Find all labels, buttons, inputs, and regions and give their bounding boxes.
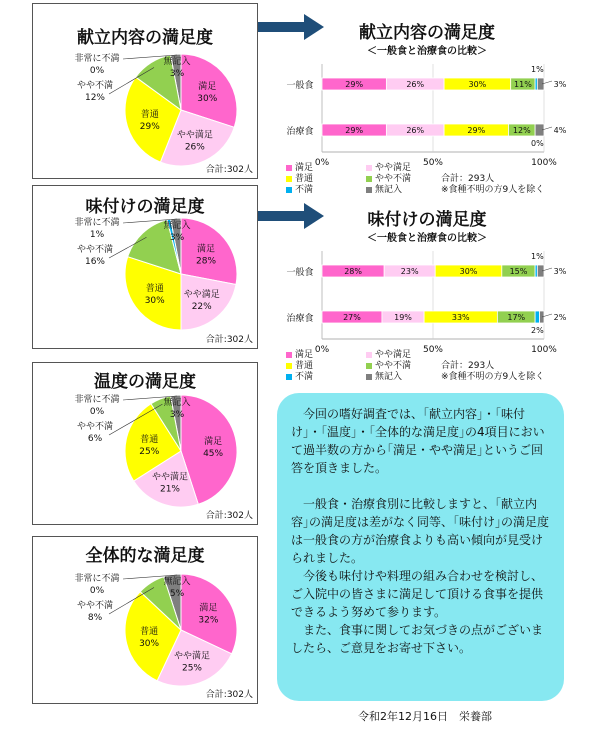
pie-value-label: 25% — [181, 663, 203, 674]
bar-value-label: 29% — [345, 126, 364, 135]
pie-panel-temperature — [32, 362, 258, 525]
bar-segment-無記入 — [537, 78, 544, 90]
message-box — [277, 393, 564, 701]
pie-total: 合計:302人 — [205, 335, 253, 345]
bar-value-label: 19% — [394, 313, 412, 322]
pie-label: 非常に不満 — [74, 574, 120, 584]
legend-swatch — [366, 363, 372, 369]
pie-total: 合計:302人 — [205, 165, 253, 175]
bar-value-label: 4% — [553, 126, 567, 135]
legend-swatch — [366, 176, 372, 182]
pie-label: やや不満 — [76, 245, 114, 255]
pie-value-label: 6% — [87, 434, 103, 444]
pie-panel-taste — [32, 185, 258, 349]
pie-label: やや満足 — [183, 290, 220, 301]
legend — [286, 160, 586, 200]
legend-label: やや満足 — [375, 350, 412, 360]
bar-value-label: 27% — [343, 313, 361, 322]
pie-chart — [33, 4, 257, 178]
legend-label: 不満 — [295, 185, 314, 195]
pie-label: 満足 — [199, 603, 218, 614]
pie-label: 無記入 — [163, 398, 191, 408]
legend-swatch — [366, 187, 372, 193]
pie-total: 合計:302人 — [205, 690, 253, 700]
pie-label: 満足 — [204, 436, 223, 447]
bar-value-label: 17% — [507, 313, 526, 322]
pie-label: 普通 — [145, 284, 164, 295]
legend-swatch — [286, 352, 292, 358]
bar-value-label: 1% — [530, 65, 544, 74]
pie-value-label: 1% — [89, 230, 105, 240]
pie-value-label: 16% — [84, 257, 106, 267]
legend-label: 不満 — [295, 372, 314, 382]
bar-value-label: 12% — [512, 126, 531, 135]
pie-label: やや不満 — [76, 81, 114, 91]
legend-swatch — [286, 176, 292, 182]
bar-segment-不満 — [535, 311, 539, 323]
pie-label: 非常に不満 — [74, 395, 120, 405]
bar-subtitle: ＜一般食と治療食の比較＞ — [367, 233, 487, 244]
legend-label: 普通 — [295, 361, 314, 371]
bar-chart-taste — [262, 205, 592, 390]
pie-title: 味付けの満足度 — [85, 197, 205, 217]
bar-value-label: 29% — [345, 80, 364, 89]
pie-value-label: 3% — [169, 233, 185, 243]
bar-value-label: 3% — [553, 80, 567, 89]
pie-label: 無記入 — [163, 577, 191, 587]
pie-value-label: 3% — [169, 410, 185, 420]
legend-label: 満足 — [295, 163, 314, 173]
pie-value-label: 3% — [169, 69, 185, 79]
legend-swatch — [286, 363, 292, 369]
row-label: 一般食 — [286, 81, 314, 91]
message-paragraph: また、食事に関してお気づきの点がございましたら、ご意見をお寄せ下さい。 — [291, 623, 544, 655]
pie-label: 無記入 — [163, 57, 191, 67]
pie-label: 満足 — [197, 244, 216, 255]
bar-segment-無記入 — [540, 311, 544, 323]
x-tick-label: 50% — [422, 158, 444, 168]
bar-subtitle: ＜一般食と治療食の比較＞ — [367, 46, 487, 57]
bar-value-label: 23% — [400, 267, 419, 276]
bar-chart-menu — [262, 18, 592, 198]
legend-item — [286, 182, 313, 195]
bar-value-label: 15% — [509, 267, 528, 276]
pie-label: やや不満 — [76, 601, 114, 611]
bar-value-label: 2% — [553, 313, 567, 322]
x-tick-label: 0% — [314, 345, 330, 355]
bar-value-label: 26% — [406, 80, 425, 89]
bar-segment-無記入 — [537, 265, 544, 277]
pie-panel-menu — [32, 3, 258, 179]
legend-swatch — [286, 187, 292, 193]
legend-label: やや不満 — [375, 174, 412, 184]
x-tick-label: 50% — [422, 345, 444, 355]
pie-value-label: 28% — [196, 256, 217, 267]
bar-value-label: 33% — [451, 313, 470, 322]
pie-value-label: 45% — [203, 448, 224, 459]
legend-swatch — [286, 374, 292, 380]
pie-panel-overall — [32, 536, 258, 704]
pie-label: 普通 — [140, 434, 159, 445]
legend-note: 合計：293人 — [441, 361, 495, 371]
bar-value-label: 30% — [459, 267, 478, 276]
bar-value-label: 2% — [530, 326, 544, 335]
footer-date: 令和2年12月16日 栄養部 — [358, 710, 492, 723]
row-label: 治療食 — [286, 314, 314, 324]
message-paragraph: 今回の嗜好調査では、｢献立内容｣・｢味付け｣・｢温度｣・｢全体的な満足度｣の4項目において過半数の方から｢満足・やや満足｣というご回答を頂きました。 — [291, 407, 545, 475]
x-tick-label: 100% — [531, 345, 557, 355]
legend-label: 無記入 — [375, 372, 403, 382]
pie-value-label: 8% — [87, 613, 103, 623]
legend — [286, 347, 586, 387]
pie-total: 合計:302人 — [205, 511, 253, 521]
message-paragraph: 今後も味付けや料理の組み合わせを検討し、ご入院中の皆さまに満足して頂ける食事を提供できるよう努めて参ります。 — [291, 569, 544, 619]
pie-value-label: 0% — [89, 66, 105, 76]
pie-label: 非常に不満 — [74, 54, 120, 64]
legend-label: 普通 — [295, 174, 314, 184]
x-tick-label: 100% — [531, 158, 557, 168]
legend-label: 無記入 — [375, 185, 403, 195]
x-tick-label: 0% — [314, 158, 330, 168]
legend-note: ※食種不明の方9人を除く — [441, 372, 545, 382]
pie-value-label: 30% — [144, 296, 165, 307]
pie-title: 全体的な満足度 — [85, 546, 205, 566]
legend-label: 満足 — [295, 350, 314, 360]
bar-value-label: 30% — [468, 80, 487, 89]
legend-swatch — [366, 374, 372, 380]
pie-label: 無記入 — [163, 221, 191, 231]
legend-note: ※食種不明の方9人を除く — [441, 185, 545, 195]
pie-chart — [33, 537, 257, 703]
legend-swatch — [366, 165, 372, 171]
pie-label: やや不満 — [76, 422, 114, 432]
bar-title: 味付けの満足度 — [367, 210, 487, 230]
pie-value-label: 25% — [139, 446, 160, 457]
legend-item — [366, 182, 402, 195]
pie-value-label: 30% — [139, 639, 160, 650]
legend-label: やや不満 — [375, 361, 412, 371]
pie-label: 非常に不満 — [74, 218, 120, 228]
pie-value-label: 12% — [84, 93, 106, 103]
pie-value-label: 30% — [197, 93, 218, 104]
bar-value-label: 0% — [530, 139, 544, 148]
bar-value-label: 28% — [344, 267, 362, 276]
pie-label: 満足 — [198, 81, 217, 92]
pie-value-label: 26% — [184, 142, 205, 153]
pie-value-label: 0% — [89, 407, 105, 417]
pie-value-label: 21% — [159, 484, 181, 495]
bar-value-label: 26% — [406, 126, 425, 135]
legend-label: やや満足 — [375, 163, 412, 173]
legend-item — [366, 369, 402, 382]
pie-title: 温度の満足度 — [94, 372, 196, 392]
pie-title: 献立内容の満足度 — [77, 28, 213, 48]
bar-value-label: 1% — [530, 252, 544, 261]
pie-value-label: 5% — [169, 589, 185, 599]
bar-value-label: 29% — [467, 126, 486, 135]
row-label: 一般食 — [286, 268, 314, 278]
pie-value-label: 29% — [139, 122, 160, 133]
pie-label: やや満足 — [176, 130, 213, 141]
row-label: 治療食 — [286, 127, 314, 137]
legend-item — [286, 369, 313, 382]
pie-value-label: 32% — [198, 615, 219, 626]
pie-label: やや満足 — [173, 651, 211, 662]
legend-swatch — [286, 165, 292, 171]
message-paragraph: 一般食・治療食別に比較しますと、｢献立内容｣の満足度は差がなく同等、｢味付け｣の満足度は一般食の方が治療食よりも高い傾向が見受けられました。 — [291, 497, 550, 565]
legend-swatch — [366, 352, 372, 358]
pie-label: 普通 — [140, 627, 159, 638]
bar-value-label: 11% — [514, 80, 532, 89]
pie-chart — [33, 363, 257, 524]
pie-label: 普通 — [140, 110, 159, 121]
pie-value-label: 22% — [191, 302, 212, 313]
bar-value-label: 3% — [553, 267, 567, 276]
pie-label: やや満足 — [151, 472, 189, 483]
pie-chart — [33, 186, 257, 348]
legend-note: 合計：293人 — [441, 174, 495, 184]
bar-title: 献立内容の満足度 — [359, 23, 495, 43]
pie-value-label: 0% — [89, 586, 105, 596]
